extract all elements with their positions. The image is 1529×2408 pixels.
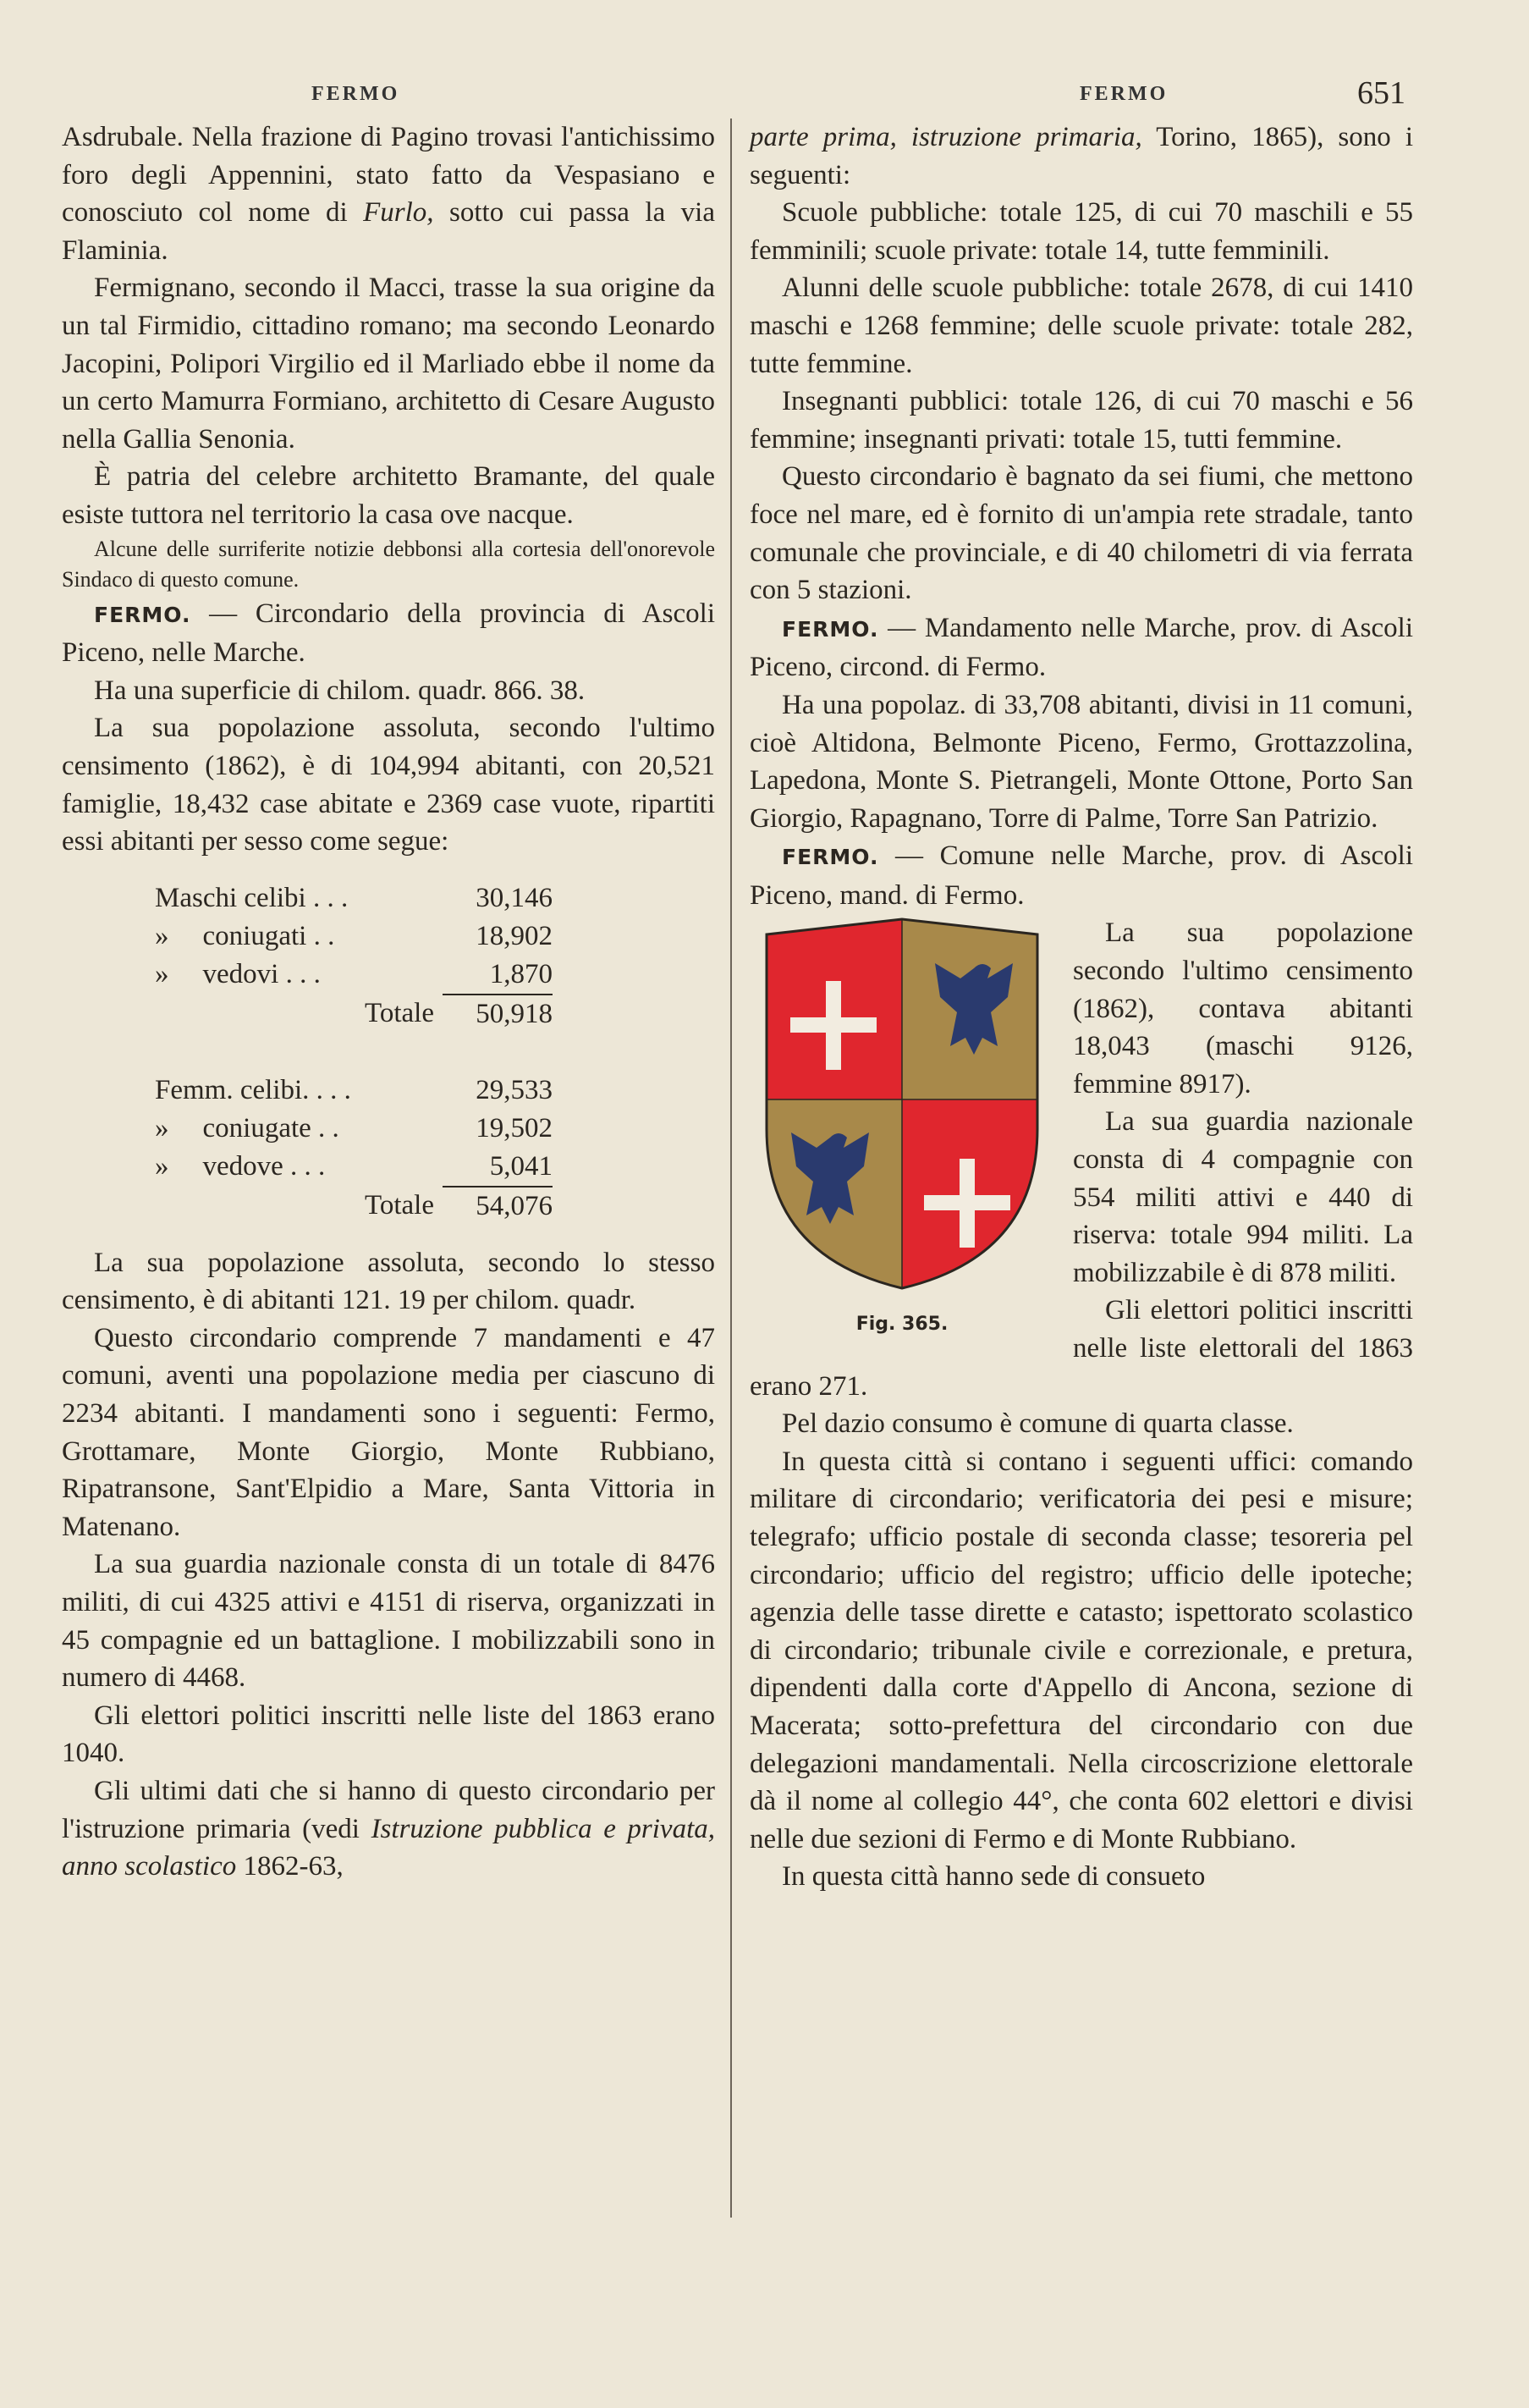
paragraph: È patria del celebre architetto Bramante, del quale esiste tuttora nel territorio la casa ove nacque.: [62, 461, 715, 530]
coat-of-arms-figure: [750, 917, 1054, 1343]
page-number: 651: [1357, 75, 1405, 111]
paragraph: parte prima, istruzione primaria, Torino, 1865), sono i seguenti:: [750, 122, 1413, 190]
running-head-right: FERMO: [1080, 83, 1169, 105]
paragraph: Insegnanti pubblici: totale 126, di cui 70 maschi e 56 femmine; insegnanti privati: totale 15, tutti femmine.: [750, 386, 1413, 455]
table-row: Maschi celibi . . . 30,146: [155, 882, 553, 913]
figure-caption: Fig. 365.: [855, 1314, 949, 1336]
total-row: Totale 54,076: [155, 1187, 553, 1226]
paragraph: La sua guardia nazionale consta di 4 compagnie con 554 militi attivi e 440 di riserva: totale 994 militi. La mobilizzabile è di 878 militi.: [1073, 1106, 1413, 1288]
paragraph: In questa città si contano i seguenti uffici: comando militare di circondario; verificatoria dei pesi e misure; telegrafo; ufficio postale di seconda classe; tesoreria pel circondario; ufficio del registro; ufficio delle ipoteche; agenzia delle tasse dirette e catasto; ispettorato scolastico di circondario; tribunale civile e correzionale, e pretura, dipendenti dalla corte d'Appello di Ancona, sezione di Macerata; sotto-prefettura del circondario con due delegazioni mandamentali. Nella circoscrizione elettorale dà il nome al collegio 44°, che conta 602 elettori e divisi nelle due sezioni di Fermo e di Monte Rubbiano.: [750, 1446, 1413, 1854]
paragraph: Scuole pubbliche: totale 125, di cui 70 maschili e 55 femminili; scuole private: totale 14, tutte femminili.: [750, 197, 1413, 266]
left-column: [62, 118, 715, 1886]
paragraph: La sua popolazione secondo l'ultimo censimento (1862), contava abitanti 18,043 (maschi 9126, femmine 8917).: [1073, 917, 1413, 1099]
paragraph: Gli elettori politici inscritti nelle liste del 1863 erano 1040.: [62, 1700, 715, 1769]
entry-heading: FERMO. — Circondario della provincia di Ascoli Piceno, nelle Marche.: [62, 598, 715, 669]
paragraph: Gli elettori politici inscritti nelle liste elettorali del 1863 erano 271.: [750, 1295, 1413, 1402]
paragraph: Fermignano, secondo il Macci, trasse la sua origine da un tal Firmidio, cittadino romano; ma secondo Leonardo Jacopini, Polipori Virgilio ed il Marliado ebbe il nome da un certo Mamurra Formiano, architetto di Cesare Augusto nella Gallia Senonia.: [62, 273, 715, 455]
footnote: Alcune delle surriferite notizie debbonsi alla cortesia dell'onorevole Sindaco di questo comune.: [62, 536, 715, 592]
entry-heading: FERMO. — Mandamento nelle Marche, prov. di Ascoli Piceno, circond. di Fermo.: [750, 612, 1414, 683]
entry-heading: FERMO. — Comune nelle Marche, prov. di Ascoli Piceno, mand. di Fermo.: [750, 840, 1413, 911]
table-row: » coniugate . . 19,502: [155, 1112, 553, 1143]
table-row: Femm. celibi. . . . 29,533: [155, 1074, 553, 1105]
paragraph: Ha una popolaz. di 33,708 abitanti, divisi in 11 comuni, cioè Altidona, Belmonte Piceno, Fermo, Grottazzolina, Lapedona, Monte S. Pietrangeli, Monte Ottone, Porto San Giorgio, Rapagnano, Torre di Palme, Torre San Patrizio.: [750, 689, 1413, 834]
paragraph: La sua popolazione assoluta, secondo lo stesso censimento, è di abitanti 121. 19 per chilom. quadr.: [62, 1247, 715, 1316]
table-row: » vedove . . . 5,041: [155, 1150, 553, 1182]
paragraph: Questo circondario comprende 7 mandamenti e 47 comuni, aventi una popolazione media per ciascuno di 2234 abitanti. I mandamenti sono i seguenti: Fermo, Grottamare, Monte Giorgio, Monte Rubbiano, Ripatransone, Sant'Elpidio a Mare, Santa Vittoria in Matenano.: [62, 1322, 715, 1542]
paragraph: In questa città hanno sede di consueto: [782, 1861, 1206, 1893]
column-rule: [730, 118, 732, 2218]
paragraph: Alunni delle scuole pubbliche: totale 2678, di cui 1410 maschi e 1268 femmine; delle scuole private: totale 282, tutte femmine.: [750, 273, 1413, 379]
paragraph: La sua guardia nazionale consta di un totale di 8476 militi, di cui 4325 attivi e 4151 di riserva, organizzati in 45 compagnie ed un battaglione. I mobilizzabili sono in numero di 4468.: [62, 1549, 715, 1694]
paragraph: Asdrubale. Nella frazione di Pagino trovasi l'antichissimo foro degli Appennini, stato fatto da Vespasiano e conosciuto col nome di Furlo, sotto cui passa la via Flaminia.: [62, 122, 715, 266]
paragraph: Ha una superficie di chilom. quadr. 866. 38.: [94, 675, 586, 706]
table-row: » coniugati . . 18,902: [155, 920, 553, 951]
paragraph: Gli ultimi dati che si hanno di questo circondario per l'istruzione primaria (vedi Istruzione pubblica e privata, anno scolastico 1862-63,: [62, 1776, 715, 1882]
coat-of-arms-shield-icon: [758, 917, 1046, 1290]
paragraph: Pel dazio consumo è comune di quarta classe.: [782, 1408, 1294, 1440]
paragraph: La sua popolazione assoluta, secondo l'ultimo censimento (1862), è di 104,994 abitanti, con 20,521 famiglie, 18,432 case abitate e 2369 case vuote, ripartiti essi abitanti per sesso come segue:: [62, 713, 715, 857]
paragraph: Questo circondario è bagnato da sei fiumi, che mettono foce nel mare, ed è fornito di un'ampia rete stradale, tanto comunale che provinciale, e di 40 chilometri di via ferrata con 5 stazioni.: [750, 461, 1413, 606]
table-row: » vedovi . . . 1,870: [155, 958, 553, 990]
right-column: [750, 118, 1413, 1896]
running-head-left: FERMO: [311, 83, 400, 105]
total-row: Totale 50,918: [155, 995, 553, 1033]
population-table: [155, 879, 553, 1226]
